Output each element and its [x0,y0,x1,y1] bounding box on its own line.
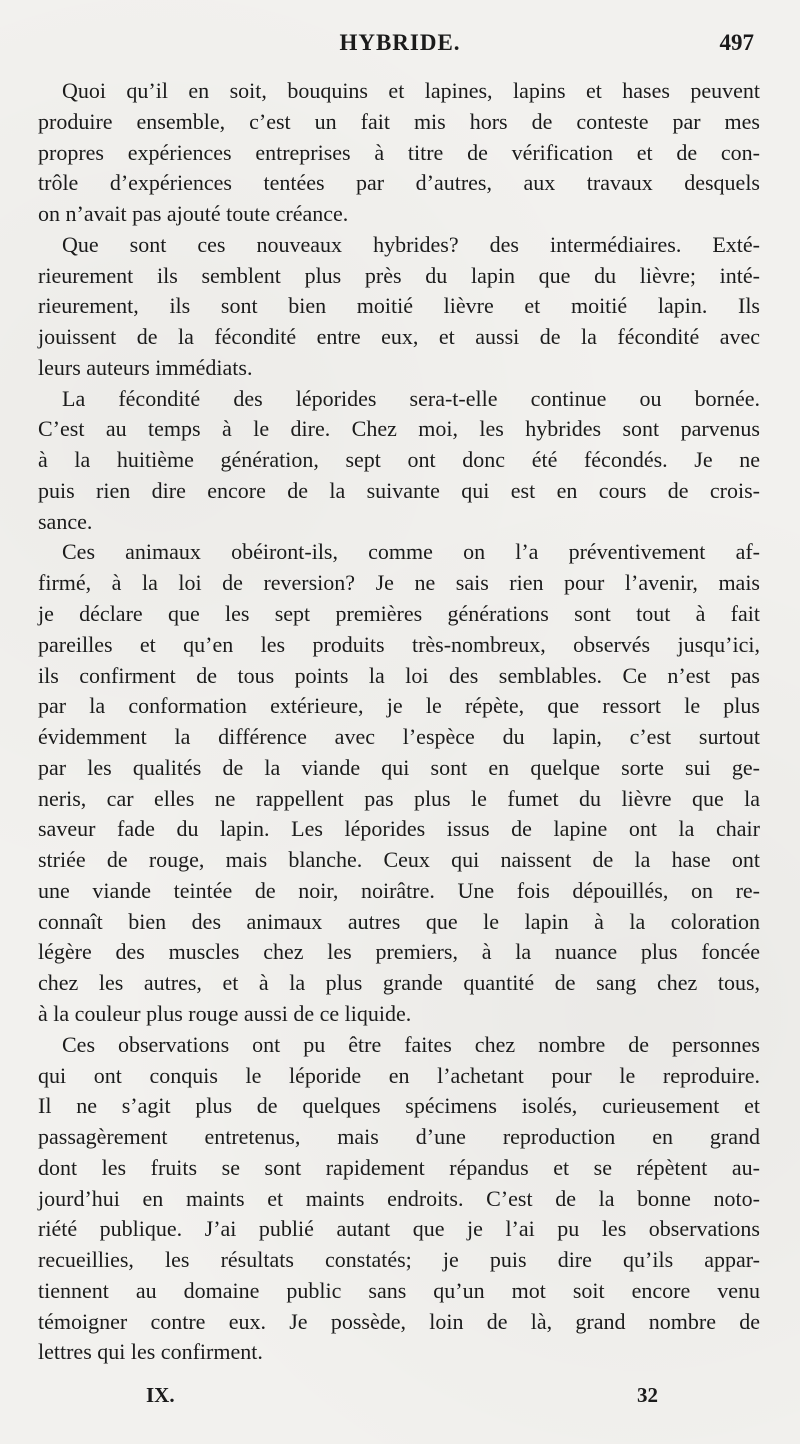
text-line: leurs auteurs immédiats. [38,354,253,380]
text-line: lettres qui les confirment. [38,1339,263,1365]
text-line: on n’avait pas ajouté toute créance. [38,201,349,227]
text-line: par les qualités de la viande qui sont en quelque sorte sui ge- [38,754,760,780]
text-line: chez les autres, et à la plus grande quantité de sang chez tous, [38,970,760,996]
text-line: témoigner contre eux. Je possède, loin de là, grand nombre de [38,1308,760,1334]
text-line: propres expériences entreprises à titre de vérification et de con- [38,139,760,165]
running-title: HYBRIDE. [339,30,461,55]
text-line: légère des muscles chez les premiers, à la nuance plus foncée [38,939,760,965]
text-line: puis rien dire encore de la suivante qui est en cours de crois- [38,477,760,503]
text-line: je déclare que les sept premières générations sont tout à fait [38,601,760,627]
text-line: sance. [38,508,93,534]
text-line: C’est au temps à le dire. Chez moi, les hybrides sont parvenus [38,416,760,442]
text-line: La fécondité des léporides sera-t-elle continue ou bornée. [62,385,760,411]
text-line: Ces observations ont pu être faites chez nombre de personnes [62,1031,760,1057]
page-footer [0,1383,800,1413]
text-line: jouissent de la fécondité entre eux, et aussi de la fécondité avec [38,324,760,350]
text-line: passagèrement entretenus, mais d’une reproduction en grand [38,1124,760,1150]
text-line: à la couleur plus rouge aussi de ce liquide. [38,1000,412,1026]
text-line: trôle d’expériences tentées par d’autres, aux travaux desquels [38,170,760,196]
body-text [38,76,760,1368]
text-line: évidemment la différence avec l’espèce du lapin, c’est surtout [38,724,760,750]
text-line: Ces animaux obéiront-ils, comme on l’a préventivement af- [62,539,760,565]
text-line: une viande teintée de noir, noirâtre. Une fois dépouillés, on re- [38,877,760,903]
text-line: riété publique. J’ai publié autant que je l’ai pu les observations [38,1216,760,1242]
text-line: Il ne s’agit plus de quelques spécimens isolés, curieusement et [38,1093,760,1119]
text-line: produire ensemble, c’est un fait mis hors de conteste par mes [38,108,760,134]
signature-mark: IX. [146,1383,175,1407]
text-line: jourd’hui en maints et maints endroits. C’est de la bonne noto- [38,1185,760,1211]
sheet-number: 32 [637,1383,658,1407]
text-line: Que sont ces nouveaux hybrides? des intermédiaires. Exté- [62,231,760,257]
text-line: ils confirment de tous points la loi des semblables. Ce n’est pas [38,662,760,688]
text-line: rieurement ils semblent plus près du lapin que du lièvre; inté- [38,262,760,288]
text-line: à la huitième génération, sept ont donc été fécondés. Je ne [38,447,760,473]
text-line: neris, car elles ne rappellent pas plus le fumet du lièvre que la [38,785,760,811]
text-line: par la conformation extérieure, je le répète, que ressort le plus [38,693,760,719]
text-line: Quoi qu’il en soit, bouquins et lapines, lapins et hases peuvent [62,78,760,103]
text-line: striée de rouge, mais blanche. Ceux qui naissent de la hase ont [38,847,760,873]
running-head [0,30,800,62]
text-line: rieurement, ils sont bien moitié lièvre et moitié lapin. Ils [38,293,760,319]
text-line: dont les fruits se sont rapidement répandus et se répètent au- [38,1154,760,1180]
text-line: tiennent au domaine public sans qu’un mot soit encore venu [38,1277,760,1303]
text-line: connaît bien des animaux autres que le lapin à la coloration [38,908,760,934]
page-number: 497 [719,30,754,55]
text-line: saveur fade du lapin. Les léporides issus de lapine ont la chair [38,816,760,842]
text-line: qui ont conquis le léporide en l’achetant pour le reproduire. [38,1062,760,1088]
text-line: firmé, à la loi de reversion? Je ne sais rien pour l’avenir, mais [38,570,760,596]
text-line: recueillies, les résultats constatés; je puis dire qu’ils appar- [38,1247,760,1273]
text-line: pareilles et qu’en les produits très-nombreux, observés jusqu’ici, [38,631,760,657]
